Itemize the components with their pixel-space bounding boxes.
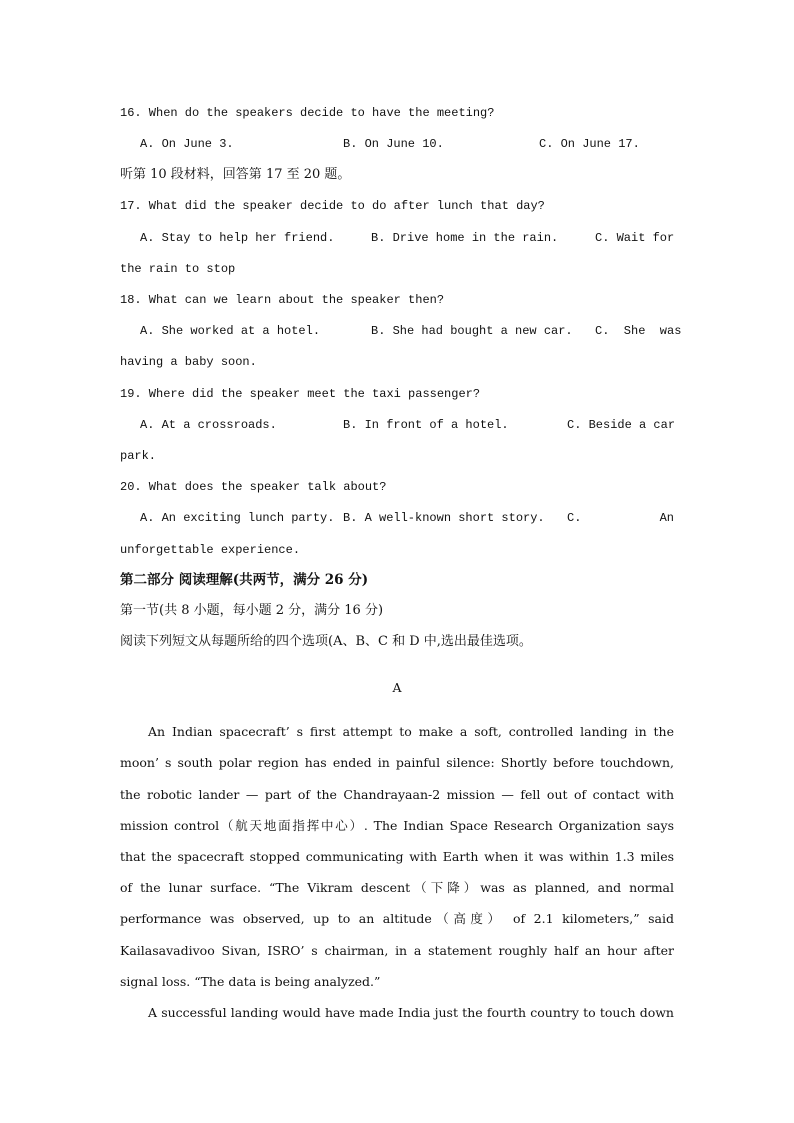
question-17: 17. What did the speaker decide to do after lunch that day? [120, 199, 545, 213]
option-b: B. Drive home in the rain. [371, 231, 559, 245]
option-c-word: An [659, 511, 674, 525]
listening-instruction: 听第 10 段材料，回答第 17 至 20 题。 [120, 167, 351, 182]
passage-line: A successful landing would have made India just the fourth country to touch down [148, 1005, 674, 1020]
question-16: 16. When do the speakers decide to have the meeting? [120, 106, 495, 120]
option-a: A. On June 3. [140, 137, 234, 151]
passage-line: that the spacecraft stopped communicating with Earth when it was within 1.3 miles [120, 849, 674, 864]
question-17-continuation: the rain to stop [120, 262, 236, 276]
passage-label: A [392, 680, 402, 695]
passage-line: mission control（航天地面指挥中心）. The Indian Space Research Organization says [120, 818, 674, 833]
option-b: B. A well-known short story. [343, 511, 545, 525]
passage-line: moon’ s south polar region has ended in painful silence: Shortly before touchdown, [120, 755, 674, 770]
passage-line: An Indian spacecraft’ s first attempt to make a soft, controlled landing in the [148, 724, 674, 739]
option-c: C. Beside a car [567, 418, 676, 432]
question-19-continuation: park. [120, 449, 157, 463]
question-18: 18. What can we learn about the speaker then? [120, 293, 445, 307]
option-b: B. She had bought a new car. [371, 324, 573, 338]
passage-line: signal loss. “The data is being analyzed.” [120, 974, 381, 989]
option-c: C. She was [595, 324, 682, 338]
passage-line: Kailasavadivoo Sivan, ISRO’ s chairman, in a statement roughly half an hour after [120, 943, 674, 958]
part-title: 第二部分 阅读理解(共两节，满分 26 分) [120, 572, 369, 588]
reading-instruction: 阅读下列短文从每题所给的四个选项(A、B、C 和 D 中,选出最佳选项。 [120, 634, 532, 649]
option-b: B. In front of a hotel. [343, 418, 509, 432]
option-a: A. She worked at a hotel. [140, 324, 321, 338]
question-19: 19. Where did the speaker meet the taxi passenger? [120, 387, 481, 401]
option-b: B. On June 10. [343, 137, 444, 151]
section-title: 第一节(共 8 小题，每小题 2 分，满分 16 分) [120, 603, 384, 618]
option-c: C. On June 17. [539, 137, 640, 151]
passage-line: of the lunar surface. “The Vikram descent（下降）was as planned, and normal [120, 880, 674, 895]
option-a: A. An exciting lunch party. [140, 511, 335, 525]
question-20-continuation: unforgettable experience. [120, 543, 301, 557]
question-20: 20. What does the speaker talk about? [120, 480, 387, 494]
option-a: A. At a crossroads. [140, 418, 277, 432]
option-a: A. Stay to help her friend. [140, 231, 335, 245]
question-18-continuation: having a baby soon. [120, 355, 257, 369]
passage-line: the robotic lander — part of the Chandrayaan-2 mission — fell out of contact with [120, 787, 674, 802]
option-c: C. [567, 511, 582, 525]
passage-line: performance was observed, up to an altitude（高度） of 2.1 kilometers,” said [120, 911, 674, 926]
option-c: C. Wait for [595, 231, 675, 245]
